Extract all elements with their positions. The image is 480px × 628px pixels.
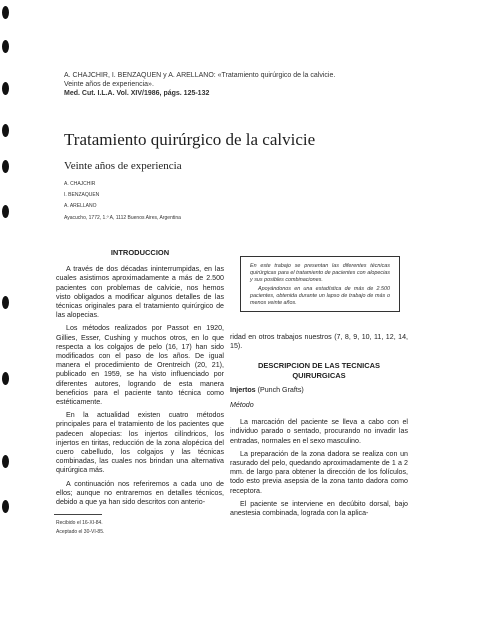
article-subtitle: Veinte años de experiencia	[64, 160, 182, 172]
subsection-title: Injertos	[230, 385, 256, 394]
binder-hole	[2, 372, 9, 385]
binder-hole	[2, 124, 9, 137]
accepted-date: Aceptado el 30-VI-85.	[56, 529, 105, 535]
article-title: Tratamiento quirúrgico de la calvicie	[64, 130, 316, 149]
binder-hole	[2, 296, 9, 309]
binder-hole	[2, 500, 9, 513]
author-name: A. ARELLANO	[64, 203, 97, 209]
body-paragraph: Los métodos realizados por Passot en 1920, Gillies, Esser, Cushing y muchos otros, en lo que respecta a los colgajos de pelo (16, 17) han sido modificados con el paso de los años. De igual manera el procedimiento de Orentreich (20, 21), publicado en 1959, se ha visto influenciado por diferentes autores, logrando de esta manera beneficios para el paciente tanto técnica como estéticamente.	[56, 324, 224, 407]
body-paragraph: A continuación nos referiremos a cada uno de ellos; aunque no entraremos en detalles técnicos, debido a que ya han sido descritos con anterio-	[56, 479, 224, 507]
body-paragraph: El paciente se interviene en decúbito dorsal, bajo anestesia combinada, lograda con la aplica-	[230, 499, 408, 518]
binder-hole	[2, 40, 9, 53]
abstract-box	[240, 256, 400, 312]
body-paragraph: A través de dos décadas ininterrumpidas, en las cuales asistimos aproximadamente a más de 2.500 pacientes con problemas de calvicie, nos hemos visto obligados a modificar algunos detalles de las técnicas originales para el tratamiento quirúrgico de las alopecias.	[56, 265, 224, 320]
citation-authors: A. CHAJCHIR, I. BENZAQUEN y A. ARELLANO: «Tratamiento quirúrgico de la calvicie.	[64, 72, 336, 79]
body-paragraph: La marcación del paciente se lleva a cabo con el individuo parado o sentado, procurando no invadir las entradas, normales en el sexo masculino.	[230, 418, 408, 445]
method-label: Método	[230, 401, 254, 410]
received-date: Recibido el 16-XI-84.	[56, 520, 103, 526]
binder-hole	[2, 455, 9, 468]
subsection-injertos	[230, 386, 408, 395]
citation-subtitle: Veinte años de experiencia».	[64, 81, 154, 88]
author-name: I. BENZAQUEN	[64, 192, 100, 198]
binder-hole	[2, 205, 9, 218]
author-name: A. CHAJCHIR	[64, 181, 96, 187]
body-paragraph: La preparación de la zona dadora se realiza con un rasurado del pelo, quedando aproximadamente de 1 a 2 mm. de largo para obtener la dirección de los folículos, todo esto previa asepsia de la zona tanto dadora como receptora.	[230, 449, 408, 495]
continuation-paragraph: ridad en otros trabajos nuestros (7, 8, 9, 10, 11, 12, 14, 15).	[230, 333, 408, 351]
footnote-rule	[54, 514, 102, 515]
abstract-subtext: Apoyándonos en una estadística de más de 2.500 pacientes, obtenida durante un lapso de trabajo de más o menos veinte años.	[250, 286, 390, 306]
citation-journal: Med. Cut. I.L.A. Vol. XIV/1986, págs. 125-132	[64, 90, 210, 97]
subsection-note: (Punch Grafts)	[257, 385, 304, 394]
right-column	[230, 333, 408, 522]
binder-hole	[2, 82, 9, 95]
body-paragraph: En la actualidad existen cuatro métodos principales para el tratamiento de los pacientes que padecen alopecias: los injertos cilíndricos, los injertos en tiritas, reducción de la zona alopécica del cuero cabelludo, los colgajos y las técnicas combinadas, las cuales nos brindan una alternativa quirúrgica más.	[56, 411, 224, 475]
section-heading-introduccion: INTRODUCCION	[110, 248, 170, 257]
author-address: Ayacucho, 1772, 1.º A, 1112 Buenos Aires, Argentina	[64, 215, 181, 221]
section-heading-tecnicas: DESCRIPCION DE LAS TECNICAS QUIRURGICAS	[257, 361, 381, 380]
left-column	[56, 248, 224, 511]
abstract-text: En este trabajo se presentan las diferentes técnicas quirúrgicas para el tratamiento de pacientes con alopecias y sus posibles combinaciones.	[250, 263, 390, 283]
binder-hole	[2, 6, 9, 19]
binder-hole	[2, 160, 9, 173]
